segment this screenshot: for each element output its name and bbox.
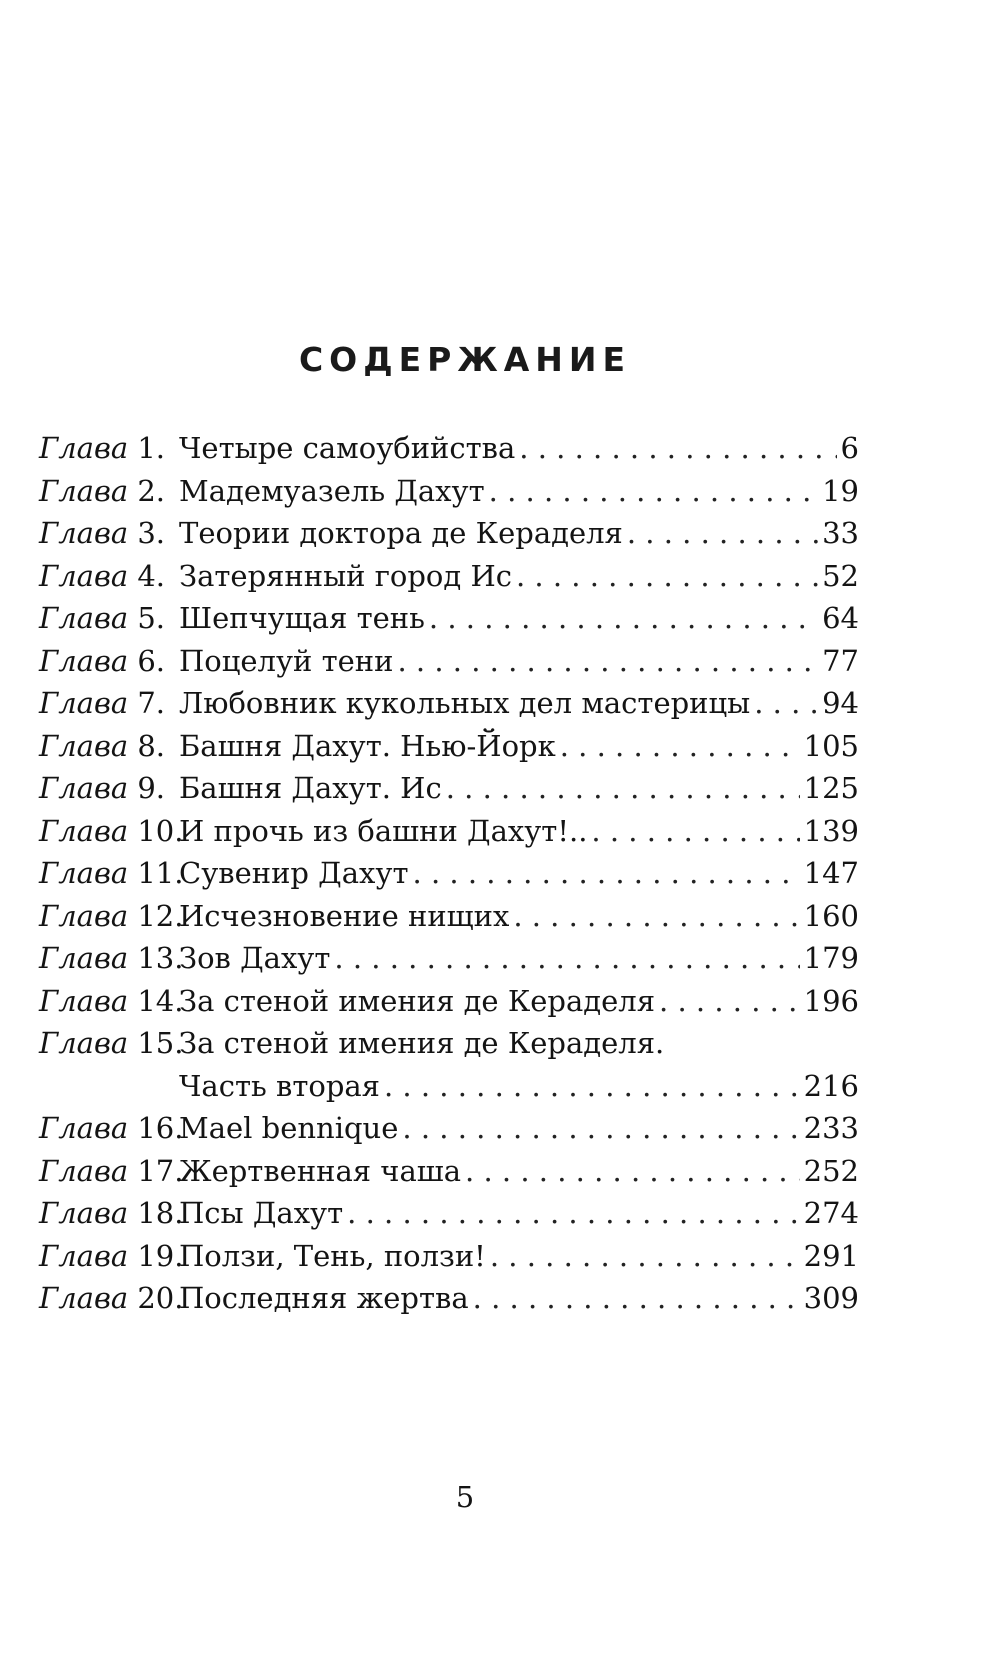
dot-leader: [429, 597, 818, 640]
toc-row[interactable]: [39, 1065, 859, 1108]
chapter-page-number: 252: [803, 1153, 859, 1188]
chapter-title: За стеной имения де Кераделя: [179, 983, 656, 1018]
chapter-number: 15.: [137, 1026, 184, 1060]
chapter-page-number: 179: [803, 941, 859, 975]
chapter-page-number: 147: [803, 856, 859, 890]
dot-leader: [489, 470, 818, 513]
chapter-word: Глава: [39, 601, 129, 635]
toc-row[interactable]: [39, 640, 859, 683]
chapter-label: [39, 682, 179, 725]
toc-row[interactable]: [39, 1235, 859, 1278]
chapter-title: Теории доктора де Кераделя: [179, 516, 623, 550]
dot-leader: [591, 810, 799, 853]
chapter-word: Глава: [39, 1281, 129, 1315]
chapter-number: 7.: [137, 686, 166, 720]
toc-entry: [179, 640, 859, 683]
chapter-title: И прочь из башни Дахут!..: [179, 813, 588, 848]
dot-leader: [397, 640, 818, 683]
chapter-page-number: 233: [803, 1111, 859, 1145]
toc-row[interactable]: [39, 555, 859, 598]
chapter-page-number: 6: [840, 431, 859, 465]
dot-leader: [334, 937, 799, 980]
toc-row[interactable]: [39, 470, 859, 513]
toc-entry: [179, 1150, 859, 1193]
chapter-title: Поцелуй тени: [179, 643, 394, 678]
chapter-word: Глава: [39, 1153, 129, 1188]
chapter-word: Глава: [39, 771, 129, 805]
toc-row[interactable]: [39, 1022, 859, 1065]
chapter-label: [39, 1107, 184, 1150]
toc-entry: [179, 682, 859, 725]
toc-entry: [179, 470, 859, 513]
dot-leader: [516, 555, 818, 598]
chapter-title: Четыре самоубийства: [179, 431, 516, 465]
chapter-page-number: 64: [822, 601, 859, 635]
toc-entry: [179, 1192, 859, 1235]
chapter-label: [39, 1150, 184, 1193]
chapter-word: Глава: [39, 431, 129, 465]
chapter-title: Псы Дахут: [179, 1196, 344, 1230]
toc-entry: [179, 1235, 859, 1278]
chapter-number: 9.: [137, 771, 166, 805]
chapter-number: 19.: [137, 1238, 184, 1273]
toc-row[interactable]: [39, 427, 859, 470]
toc-row[interactable]: [39, 1192, 859, 1235]
dot-leader: [413, 852, 800, 895]
chapter-label: [39, 555, 179, 598]
chapter-title: Ползи, Тень, ползи!: [179, 1238, 486, 1273]
chapter-number: 13.: [137, 941, 184, 975]
chapter-page-number: 309: [803, 1281, 859, 1315]
chapter-word: Глава: [39, 856, 129, 890]
toc-entry: [179, 895, 859, 938]
toc-entry: [179, 427, 859, 470]
chapter-title: Часть вторая: [179, 1068, 380, 1103]
chapter-number: 11.: [137, 856, 184, 890]
chapter-title: Мадемуазель Дахут: [179, 473, 485, 508]
page-title: СОДЕРЖАНИЕ: [298, 340, 632, 379]
dot-leader: [560, 725, 800, 768]
dot-leader: [513, 895, 799, 938]
chapter-title: Mael bennique: [179, 1111, 399, 1145]
chapter-page-number: 160: [803, 898, 859, 933]
toc-row[interactable]: [39, 1277, 859, 1320]
chapter-label: [39, 1022, 184, 1065]
toc-row[interactable]: [39, 895, 859, 938]
chapter-word: Глава: [39, 1238, 129, 1273]
toc-entry: [179, 512, 859, 555]
dot-leader: [473, 1277, 800, 1320]
chapter-title: Шепчущая тень: [179, 601, 425, 635]
dot-leader: [465, 1150, 800, 1193]
toc-entry: [179, 555, 859, 598]
toc-row[interactable]: [39, 512, 859, 555]
chapter-word: Глава: [39, 1026, 129, 1060]
chapter-page-number: 77: [822, 643, 859, 678]
chapter-number: 5.: [137, 601, 166, 635]
chapter-title: Последняя жертва: [179, 1281, 469, 1315]
chapter-label: [39, 810, 184, 853]
chapter-number: 20.: [137, 1281, 184, 1315]
page-number: 5: [455, 1480, 475, 1514]
chapter-word: Глава: [39, 813, 129, 848]
chapter-word: Глава: [39, 686, 129, 720]
table-of-contents: [39, 427, 859, 1320]
chapter-label: [39, 852, 184, 895]
toc-entry: [179, 852, 859, 895]
chapter-page-number: 139: [803, 813, 859, 848]
toc-row[interactable]: [39, 682, 859, 725]
toc-row[interactable]: [39, 725, 859, 768]
chapter-label: [39, 470, 179, 513]
toc-entry: [179, 1065, 859, 1108]
toc-row[interactable]: [39, 810, 859, 853]
chapter-page-number: 196: [803, 983, 859, 1018]
chapter-page-number: 216: [803, 1068, 859, 1103]
chapter-number: 16.: [137, 1111, 184, 1145]
chapter-label: [39, 767, 179, 810]
toc-entry: [179, 725, 859, 768]
dot-leader: [754, 682, 818, 725]
chapter-number: 2.: [137, 473, 166, 508]
chapter-page-number: 274: [803, 1196, 859, 1230]
chapter-label: [39, 640, 179, 683]
chapter-word: Глава: [39, 1196, 129, 1230]
chapter-number: 18.: [137, 1196, 184, 1230]
dot-leader: [659, 980, 800, 1023]
chapter-page-number: 94: [822, 686, 859, 720]
chapter-page-number: 52: [822, 558, 859, 593]
dot-leader: [446, 767, 800, 810]
chapter-page-number: 125: [803, 771, 859, 805]
chapter-title: Башня Дахут. Ис: [179, 771, 442, 805]
chapter-label: [39, 512, 179, 555]
dot-leader: [402, 1107, 799, 1150]
chapter-number: 8.: [137, 728, 166, 763]
dot-leader: [519, 427, 836, 470]
chapter-title: Исчезновение нищих: [179, 898, 510, 933]
chapter-word: Глава: [39, 558, 129, 593]
toc-entry: [179, 937, 859, 980]
chapter-number: 6.: [137, 643, 166, 678]
chapter-number: 3.: [137, 516, 166, 550]
chapter-word: Глава: [39, 728, 129, 763]
toc-entry: [179, 1277, 859, 1320]
toc-row[interactable]: [39, 767, 859, 810]
toc-entry: [179, 810, 859, 853]
chapter-title: Затерянный город Ис: [179, 558, 512, 593]
chapter-word: Глава: [39, 473, 129, 508]
toc-entry: [179, 1022, 859, 1065]
chapter-page-number: 19: [822, 473, 859, 508]
toc-row[interactable]: [39, 597, 859, 640]
dot-leader: [384, 1065, 800, 1108]
dot-leader: [347, 1192, 799, 1235]
toc-row[interactable]: [39, 1150, 859, 1193]
chapter-number: 12.: [137, 898, 184, 933]
chapter-word: Глава: [39, 983, 129, 1018]
chapter-label: [39, 895, 184, 938]
chapter-label: [39, 725, 179, 768]
chapter-title: Любовник кукольных дел мастерицы: [179, 686, 751, 720]
chapter-label: [39, 1235, 184, 1278]
chapter-page-number: 33: [822, 516, 859, 550]
chapter-word: Глава: [39, 941, 129, 975]
chapter-label: [39, 427, 179, 470]
toc-row[interactable]: [39, 937, 859, 980]
chapter-title: Зов Дахут: [179, 941, 331, 975]
chapter-word: Глава: [39, 643, 129, 678]
toc-row[interactable]: [39, 1107, 859, 1150]
toc-row[interactable]: [39, 852, 859, 895]
chapter-label: [39, 597, 179, 640]
chapter-title: Жертвенная чаша: [179, 1153, 462, 1188]
chapter-page-number: 105: [803, 728, 859, 763]
toc-entry: [179, 1107, 859, 1150]
chapter-word: Глава: [39, 1111, 129, 1145]
chapter-number: 1.: [137, 431, 166, 465]
dot-leader: [490, 1235, 800, 1278]
chapter-label: [39, 1277, 184, 1320]
chapter-word: Глава: [39, 898, 129, 933]
toc-entry: [179, 597, 859, 640]
toc-entry: [179, 767, 859, 810]
chapter-page-number: 291: [803, 1238, 859, 1273]
chapter-label: [39, 980, 184, 1023]
chapter-title: Сувенир Дахут: [179, 856, 409, 890]
chapter-word: Глава: [39, 516, 129, 550]
chapter-number: 4.: [137, 558, 166, 593]
chapter-label: [39, 1192, 184, 1235]
chapter-title: За стеной имения де Кераделя.: [179, 1026, 665, 1060]
chapter-number: 17.: [137, 1153, 184, 1188]
chapter-title: Башня Дахут. Нью-Йорк: [179, 728, 556, 763]
chapter-label: [39, 937, 184, 980]
chapter-number: 10.: [137, 813, 184, 848]
toc-entry: [179, 980, 859, 1023]
dot-leader: [627, 512, 818, 555]
toc-row[interactable]: [39, 980, 859, 1023]
chapter-number: 14.: [137, 983, 184, 1018]
